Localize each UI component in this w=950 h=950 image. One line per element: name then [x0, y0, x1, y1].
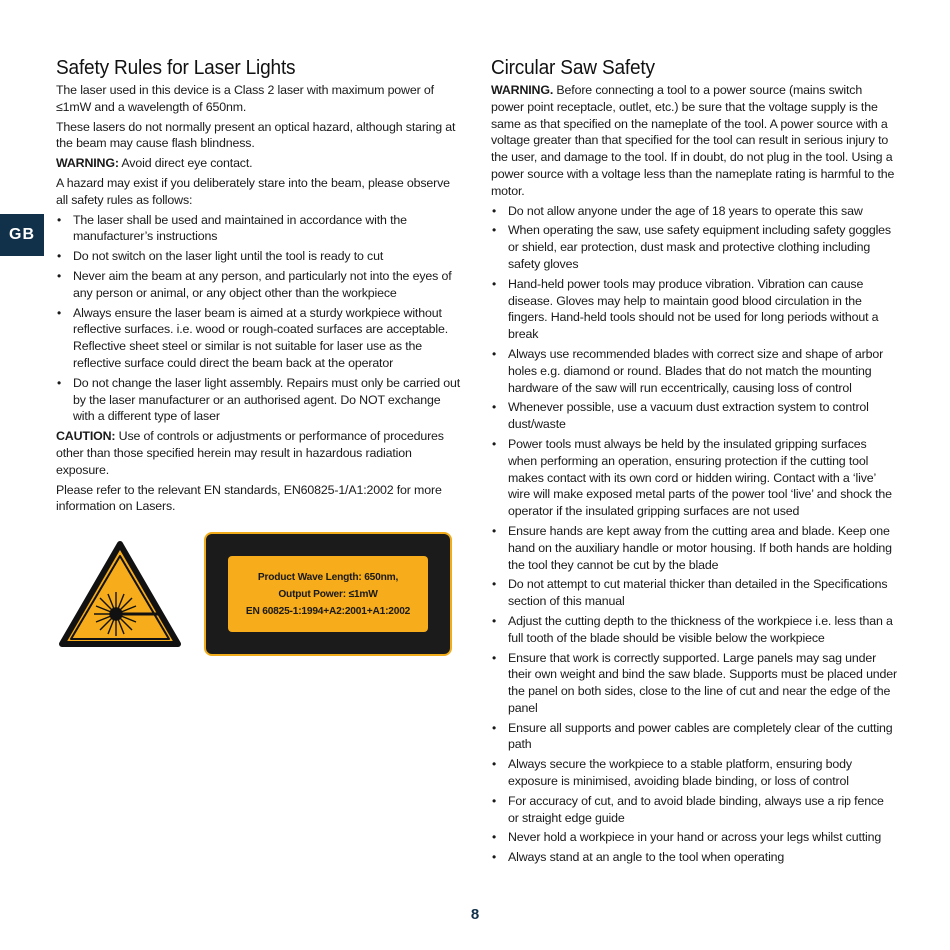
- laser-safety-section: [56, 56, 462, 518]
- list-item: • Always stand at an angle to the tool when operating: [491, 849, 897, 866]
- list-item: • Never aim the beam at any person, and particularly not into the eyes of any person or animal, or any object other than the workpiece: [56, 268, 462, 302]
- saw-warning-label: WARNING.: [491, 83, 554, 97]
- laser-rules-list: [56, 212, 462, 426]
- laser-warning-text: Avoid direct eye contact.: [118, 156, 253, 171]
- laser-warning-label: WARNING:: [56, 156, 119, 171]
- laser-caution: [56, 428, 462, 478]
- label-standard: EN 60825-1:1994+A2:2001+A1:2002: [245, 605, 411, 617]
- list-item: • Ensure all supports and power cables are completely clear of the cutting path: [491, 720, 897, 754]
- list-item: • Power tools must always be held by the insulated gripping surfaces when performing an operation, ensuring protection if the cutting tool makes contact with its own cord or hidden wiring. Contact with a ‘live’ wire will make exposed metal parts of the power tool ‘live’ and shock the operator if the insulated gripping surfaces are not used: [491, 436, 897, 520]
- list-item: • Do not switch on the laser light until the tool is ready to cut: [56, 248, 462, 265]
- list-item: • Always use recommended blades with correct size and shape of arbor holes e.g. diamond or round. Blades that do not match the mounting hardware of the saw will run eccentrically, causing loss of control: [491, 346, 897, 396]
- laser-warning-triangle-icon: [58, 540, 182, 650]
- laser-refer: Please refer to the relevant EN standards, EN60825-1/A1:2002 for more information on Lasers.: [56, 482, 442, 514]
- list-item: • Ensure hands are kept away from the cutting area and blade. Keep one hand on the auxiliary handle or motor housing. If both hands are holding the tool they cannot be cut by the blade: [491, 523, 897, 573]
- laser-caution-text: Use of controls or adjustments or performance of procedures other than those specified herein may result in hazardous radiation exposure.: [56, 429, 444, 477]
- laser-intro: The laser used in this device is a Class 2 laser with maximum power of ≤1mW and a wavelength of 650nm.: [56, 83, 434, 114]
- label-wavelength: Product Wave Length: 650nm,: [257, 571, 399, 583]
- language-tab: GB: [0, 214, 44, 256]
- list-item: • When operating the saw, use safety equipment including safety goggles or shield, ear protection, dust mask and protective clothing including safety gloves: [491, 222, 897, 272]
- list-item: • Do not attempt to cut material thicker than detailed in the Specifications section of this manual: [491, 576, 897, 610]
- saw-warning-text: Before connecting a tool to a power source (mains switch power point receptacle, outlet, etc.) be sure that the voltage supply is the same as that specified on the nameplate of the tool. A power source with a voltage greater than that specified for the tool can result in serious injury to the user, and damage to the tool. If in doubt, do not plug in the tool. Using a power source with a voltage less than the nameplate rating is harmful to the motor.: [491, 83, 895, 198]
- list-item: • Adjust the cutting depth to the thickness of the workpiece i.e. less than a full tooth of the blade should be visible below the workpiece: [491, 613, 897, 647]
- laser-warning: [56, 155, 462, 172]
- list-item: • Whenever possible, use a vacuum dust extraction system to control dust/waste: [491, 399, 897, 433]
- list-item: • The laser shall be used and maintained in accordance with the manufacturer’s instructions: [56, 212, 462, 246]
- list-item: • Hand-held power tools may produce vibration. Vibration can cause disease. Gloves may help to maintain good blood circulation in the fingers. Hand-held tools should not be used for long periods without a break: [491, 276, 897, 343]
- label-output-power: Output Power: ≤1mW: [278, 588, 378, 600]
- laser-observe: A hazard may exist if you deliberately stare into the beam, please observe all safety rules as follows:: [56, 175, 450, 207]
- list-item: • Always ensure the laser beam is aimed at a sturdy workpiece without reflective surfaces. i.e. wood or rough-coated surfaces are acceptable. Reflective sheet steel or similar is not suitable for laser use as the reflective surface could direct the beam back at the operator: [56, 305, 462, 372]
- circular-saw-safety-section: [491, 56, 897, 869]
- list-item: • For accuracy of cut, and to avoid blade binding, always use a rip fence or straight edge guide: [491, 793, 897, 827]
- list-item: • Do not allow anyone under the age of 18 years to operate this saw: [491, 203, 897, 220]
- list-item: • Ensure that work is correctly supported. Large panels may sag under their own weight and bind the saw blade. Supports must be placed under the panel on both sides, close to the line of cut and near the edge of the panel: [491, 650, 897, 717]
- saw-section-title: Circular Saw Safety: [491, 56, 655, 79]
- laser-section-title: Safety Rules for Laser Lights: [56, 56, 296, 79]
- laser-product-label: [204, 532, 452, 656]
- list-item: • Do not change the laser light assembly. Repairs must only be carried out by the laser manufacturer or an authorised agent. Do NOT exchange with a different type of laser: [56, 375, 462, 425]
- saw-rules-list: [491, 203, 897, 866]
- laser-caution-label: CAUTION:: [56, 429, 116, 444]
- list-item: • Never hold a workpiece in your hand or across your legs whilst cutting: [491, 829, 897, 846]
- page-number: 8: [470, 906, 480, 923]
- list-item: • Always secure the workpiece to a stable platform, ensuring body exposure is minimised, avoiding blade binding, or loss of control: [491, 756, 897, 790]
- laser-hazard: These lasers do not normally present an optical hazard, although staring at the beam may cause flash blindness.: [56, 119, 456, 151]
- laser-label-panel: [228, 556, 428, 632]
- saw-warning: [491, 82, 897, 200]
